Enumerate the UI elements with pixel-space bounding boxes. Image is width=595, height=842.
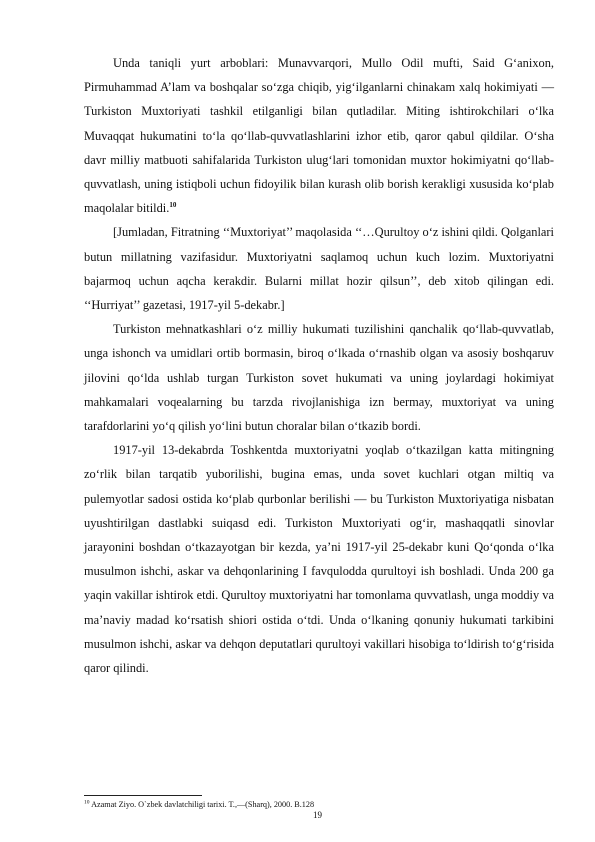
footnote-separator xyxy=(84,795,202,796)
paragraph-3 xyxy=(84,317,554,438)
paragraph-4-text: 1917-yil 13-dekabrda Toshkentda muxtoriyatni yoqlab o‘tkazilgan katta mitingning zo‘rlik bilan tarqatib yuborilishi, bugina emas, unda sovet kuchlari otgan miltiq va pulemyotlar sadosi ostida ko‘plab qurbonlar berilishi — bu Turkiston Muxtoriyatiga nisbatan uyushtirilgan dastlabki suiqasd edi. Turkiston Muxtoriyati og‘ir, mashaqqatli sinovlar jarayonini boshdan o‘tkazayotgan bir kezda, ya’ni 1917-yil 25-dekabr kuni Qo‘qonda o‘lka musulmon ishchi, askar va dehqonlarining I favqulodda qurultoyi ish boshladi. Unda 200 ga yaqin vakillar ishtirok etdi. Qurultoy muxtoriyatni har tomonlama quvvatlash, unga moddiy va ma’naviy madad ko‘rsatish shiori ostida o‘tdi. Unda o‘lkaning qonuniy hukumati tarkibini musulmon ishchi, askar va dehqon deputatlari qurultoyi vakillari hisobiga to‘ldirish to‘g‘risida qaror qilindi. xyxy=(84,443,554,676)
paragraph-1 xyxy=(84,51,554,220)
paragraph-1-text: Unda taniqli yurt arboblari: Munavvarqori, Mullo Odil mufti, Said G‘anixon, Pirmuhammad A’lam va boshqalar so‘zga chiqib, yig‘ilganlarni chinakam xalq hokimiyati — Turkiston Muxtoriyati tashkil etilganligi bilan qutladilar. Miting ishtirokchilari o‘lka Muvaqqat hukumatini to‘la qo‘llab-quvvatlashlarini izhor etib, qaror qabul qildilar. O‘sha davr milliy matbuoti sahifalarida Turkiston ulug‘lari tomonidan muxtor hokimiyatni qo‘llab-quvvatlash, uning istiqboli uchun fidoyilik bilan kurash olib borish kerakligi xususida ko‘plab maqolalar bitildi. xyxy=(84,56,554,216)
footnote-number: 10 xyxy=(84,799,90,806)
footnote-reference: 10 xyxy=(169,201,177,210)
paragraph-3-text: Turkiston mehnatkashlari o‘z milliy hukumati tuzilishini qanchalik qo‘llab-quvvatlab, unga ishonch va umidlari ortib bormasin, biroq o‘lkada o‘rnashib olgan va asosiy boshqaruv jilovini qo‘lda ushlab turgan Turkiston sovet hukumati va uning joylardagi hokimiyat mahkamalari voqealarning bu tarzda rivojlanishiga izn bermay, muxtoriyat va uning tarafdorlarini yo‘q qilish yo‘lini butun choralar bilan o‘tkazib bordi. xyxy=(84,322,554,434)
body-text xyxy=(84,51,554,680)
footnote-text: Azamat Ziyo. O`zbek davlatchiligi tarixi. T.,—(Sharq), 2000. B.128 xyxy=(91,800,315,809)
paragraph-2-text: [Jumladan, Fitratning ‘‘Muxtoriyat’’ maqolasida ‘‘…Qurultoy o‘z ishini qildi. Qolganlari butun millatning vazifasidur. Muxtoriyatni saqlamoq uchun kuch lozim. Muxtoriyatni bajarmoq uchun aqcha kerakdir. Bularni millat hozir qilsun’’, deb xitob qilingan edi. ‘‘Hurriyat’’ gazetasi, 1917-yil 5-dekabr.] xyxy=(84,225,554,313)
footnote xyxy=(84,799,554,810)
paragraph-2 xyxy=(84,220,554,317)
page-number: 19 xyxy=(313,810,322,820)
paragraph-4 xyxy=(84,438,554,680)
